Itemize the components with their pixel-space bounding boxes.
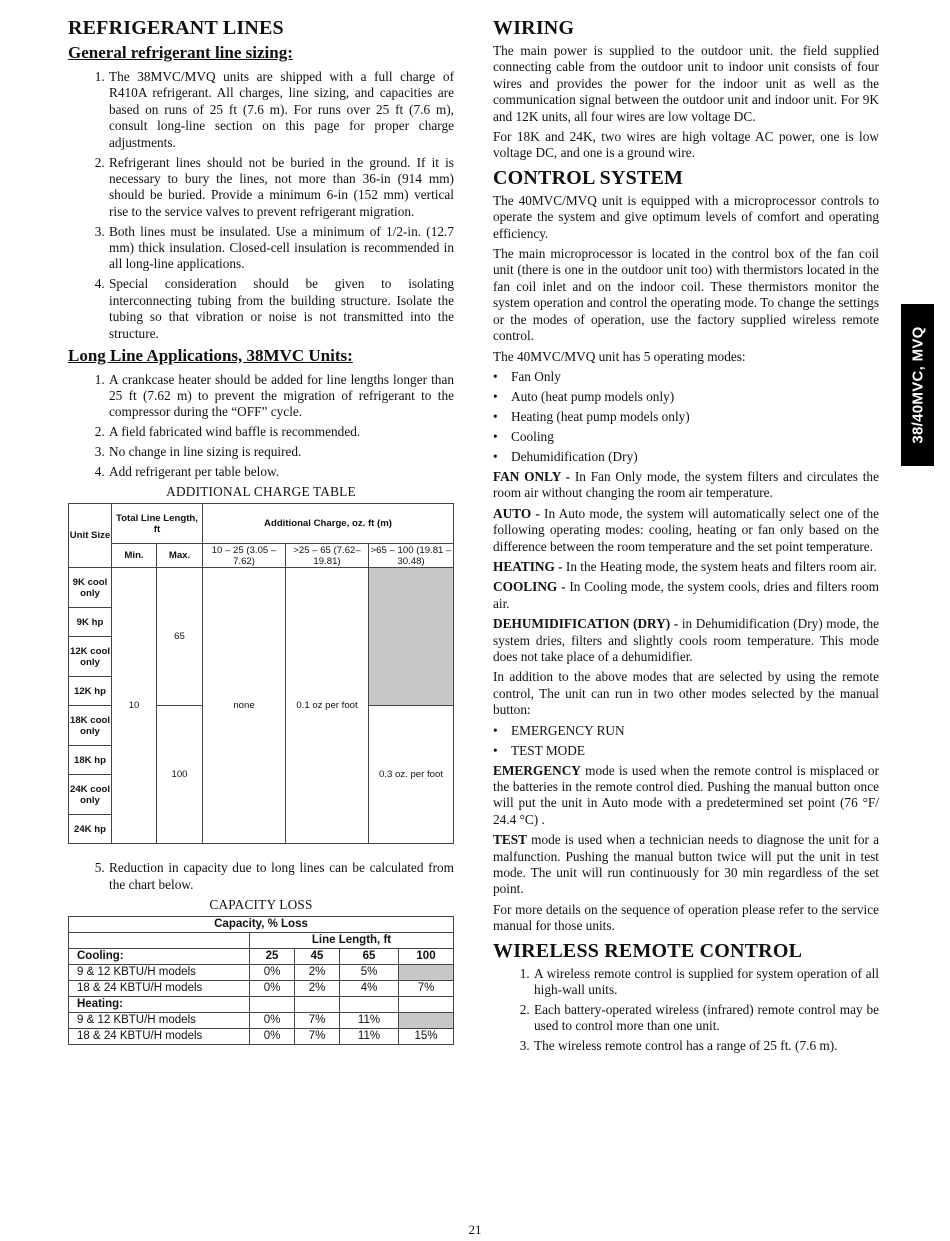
list-item bbox=[493, 723, 879, 739]
side-tab-label: 38/40MVC, MVQ bbox=[909, 326, 926, 444]
unit-cell: 12K cool only bbox=[69, 637, 112, 677]
bullet-icon: • bbox=[493, 722, 498, 738]
list-item: 2. A field fabricated wind baffle is recommended. bbox=[108, 424, 454, 440]
table-cell: 2% bbox=[295, 964, 340, 980]
unit-cell: 24K hp bbox=[69, 815, 112, 844]
range1-value-cell: none bbox=[203, 568, 286, 844]
remote-list bbox=[493, 966, 879, 1055]
list-item bbox=[493, 409, 879, 425]
bullet-icon: • bbox=[493, 742, 498, 758]
side-tab bbox=[901, 304, 934, 466]
unit-size-header: Unit Size bbox=[69, 504, 112, 568]
auto-paragraph: AUTO - In Auto mode, the system will automatically select one of the following operating modes: cooling, heating or fan only based on the difference between the room temperature and the set point temperature. bbox=[493, 505, 880, 554]
unit-cell: 9K cool only bbox=[69, 568, 112, 608]
table-row bbox=[69, 1012, 454, 1028]
mode-label: Dehumidification (Dry) bbox=[511, 448, 638, 464]
modes-list bbox=[493, 369, 879, 465]
table-cell: 15% bbox=[399, 1028, 454, 1044]
capacity-note-list bbox=[68, 860, 454, 893]
range3-header: >65 – 100 (19.81 –30.48) bbox=[369, 544, 454, 568]
list-item: 5. Reduction in capacity due to long lines can be calculated from the chart below. bbox=[108, 860, 454, 893]
list-item: 1. A wireless remote control is supplied for system operation of all high-wall units. bbox=[533, 966, 879, 999]
cooling-paragraph: COOLING - In Cooling mode, the system cools, dries and filters room air. bbox=[493, 579, 879, 611]
mode-label: TEST MODE bbox=[511, 742, 585, 758]
range3-value-cell: 0.3 oz. per foot bbox=[369, 706, 454, 844]
table-row bbox=[69, 980, 454, 996]
page-number: 21 bbox=[468, 1222, 482, 1237]
unit-cell: 12K hp bbox=[69, 677, 112, 706]
column-header: 100 bbox=[399, 948, 454, 964]
mode-label: Cooling bbox=[511, 428, 554, 444]
wiring-title: WIRING bbox=[493, 17, 575, 39]
other-modes-list bbox=[493, 723, 879, 759]
refrigerant-lines-title: REFRIGERANT LINES bbox=[68, 17, 284, 39]
list-item: 3. No change in line sizing is required. bbox=[108, 444, 454, 460]
general-sizing-heading: General refrigerant line sizing: bbox=[68, 43, 293, 62]
list-item: 2. Refrigerant lines should not be buried in the ground. If it is necessary to bury the lines, not more than 36-in (914 mm) should be buried. Provide a minimum 6-in (152 mm) vertical rise to the service valves to prevent refrigerant migration. bbox=[108, 155, 454, 221]
cooling-label: Cooling: bbox=[69, 948, 250, 964]
table-cell: 7% bbox=[399, 980, 454, 996]
other-modes-paragraph: In addition to the above modes that are selected by using the remote control, The unit can run in two other modes selected by the manual button: bbox=[493, 669, 879, 718]
bullet-icon: • bbox=[493, 408, 498, 424]
control-paragraph: The 40MVC/MVQ unit has 5 operating modes: bbox=[493, 348, 746, 364]
table-cell: 4% bbox=[340, 980, 399, 996]
bullet-icon: • bbox=[493, 428, 498, 444]
list-item bbox=[493, 389, 879, 405]
bullet-icon: • bbox=[493, 368, 498, 384]
table-cell: 11% bbox=[340, 1028, 399, 1044]
min-header: Min. bbox=[112, 544, 157, 568]
dehumidification-paragraph: DEHUMIDIFICATION (DRY) - in Dehumidification (Dry) mode, the system dries, filters and slightly cools room temperature. This mode does not take place of a dehumidifier. bbox=[493, 616, 880, 664]
table-row bbox=[69, 964, 454, 980]
table-cell: 5% bbox=[340, 964, 399, 980]
row-label: 9 & 12 KBTU/H models bbox=[69, 1012, 250, 1028]
shaded-cell bbox=[399, 1012, 454, 1028]
table-cell: 11% bbox=[340, 1012, 399, 1028]
additional-charge-header: Additional Charge, oz. ft (m) bbox=[203, 504, 454, 544]
list-item bbox=[493, 429, 879, 445]
bullet-icon: • bbox=[493, 448, 498, 464]
heating-paragraph: HEATING - In the Heating mode, the system heats and filters room air. bbox=[493, 558, 877, 574]
left-column bbox=[68, 16, 454, 1045]
mode-label: EMERGENCY RUN bbox=[511, 722, 625, 738]
unit-cell: 9K hp bbox=[69, 608, 112, 637]
control-paragraph: The 40MVC/MVQ unit is equipped with a microprocessor controls to operate the system and give optimum levels of comfort and operating efficiency. bbox=[493, 192, 879, 241]
capacity-loss-title: CAPACITY LOSS bbox=[209, 896, 313, 912]
column-header: 65 bbox=[340, 948, 399, 964]
list-item: 3. Both lines must be insulated. Use a minimum of 1/2-in. (12.7 mm) thick insulation. Closed-cell insulation is recommended in all long-line applications. bbox=[108, 224, 454, 273]
table-cell: 0% bbox=[250, 1028, 295, 1044]
details-paragraph: For more details on the sequence of operation please refer to the service manual for those units. bbox=[493, 901, 879, 934]
bullet-icon: • bbox=[493, 388, 498, 404]
mode-label: Heating (heat pump models only) bbox=[511, 408, 690, 424]
general-sizing-list bbox=[68, 69, 454, 342]
table-cell: 0% bbox=[250, 980, 295, 996]
list-item: 2. Each battery-operated wireless (infrared) remote control may be used to control more than one unit. bbox=[533, 1002, 879, 1035]
list-item bbox=[493, 369, 879, 385]
row-label: 9 & 12 KBTU/H models bbox=[69, 964, 250, 980]
heating-label: Heating: bbox=[69, 996, 250, 1012]
column-header: 45 bbox=[295, 948, 340, 964]
unit-cell: 18K hp bbox=[69, 746, 112, 775]
range1-header: 10 – 25 (3.05 – 7.62) bbox=[203, 544, 286, 568]
table-cell: 7% bbox=[295, 1028, 340, 1044]
table-cell: 7% bbox=[295, 1012, 340, 1028]
max-small-cell: 65 bbox=[157, 568, 203, 706]
unit-cell: 24K cool only bbox=[69, 775, 112, 815]
column-header: 25 bbox=[250, 948, 295, 964]
shaded-cell bbox=[369, 568, 454, 706]
long-line-heading: Long Line Applications, 38MVC Units: bbox=[68, 345, 353, 365]
list-item bbox=[493, 743, 879, 759]
test-paragraph: TEST mode is used when a technician needs to diagnose the unit for a malfunction. Pushing the manual button twice will put the unit in test mode. The unit will run continuously for 30 min regardless of the set point. bbox=[493, 832, 879, 897]
list-item: 4. Add refrigerant per table below. bbox=[108, 464, 454, 480]
unit-cell: 18K cool only bbox=[69, 706, 112, 746]
table-cell: 0% bbox=[250, 964, 295, 980]
shaded-cell bbox=[399, 964, 454, 980]
wiring-paragraph: The main power is supplied to the outdoor unit. the field supplied connecting cable from the outdoor unit to indoor unit consists of four wires and provides the power for the indoor unit as well as the communication signal between the outdoor unit and indoor unit. For 9K and 12K units, all four wires are low voltage DC. bbox=[493, 43, 879, 124]
fan-only-paragraph: FAN ONLY - In Fan Only mode, the system filters and circulates the room air without changing the room air temperature. bbox=[493, 468, 879, 501]
range2-value-cell: 0.1 oz per foot bbox=[286, 568, 369, 844]
wireless-remote-title: WIRELESS REMOTE CONTROL bbox=[493, 939, 803, 962]
row-label: 18 & 24 KBTU/H models bbox=[69, 1028, 250, 1044]
charge-table-title: ADDITIONAL CHARGE TABLE bbox=[166, 484, 356, 500]
list-item: 1. A crankcase heater should be added for line lengths longer than 25 ft (7.62 m) to prevent the migration of refrigerant to the compressor during the “OFF” cycle. bbox=[108, 372, 454, 421]
list-item bbox=[493, 449, 879, 465]
control-system-title: CONTROL SYSTEM bbox=[493, 166, 684, 189]
control-paragraph: The main microprocessor is located in the control box of the fan coil unit (there is one in the outdoor unit too) with thermistors located in the fan coil inlet and on the indoor coil. These thermistors monitor the system operation and control the operating mode. To change the settings or the modes of operation, use the factory supplied wireless remote control. bbox=[493, 246, 879, 344]
range2-header: >25 – 65 (7.62–19.81) bbox=[286, 544, 369, 568]
capacity-loss-table bbox=[68, 916, 454, 1045]
list-item: 1. The 38MVC/MVQ units are shipped with a full charge of R410A refrigerant. All charges, line sizing, and capacities are based on runs of 25 ft (7.6 m). For runs over 25 ft (7.6 m), consult long-line section on this page for proper charge adjustments. bbox=[108, 69, 454, 151]
max-header: Max. bbox=[157, 544, 203, 568]
row-label: 18 & 24 KBTU/H models bbox=[69, 980, 250, 996]
emergency-paragraph: EMERGENCY mode is used when the remote control is misplaced or the batteries in the remote control died. Pushing the manual button once will put the unit in Auto mode with a predetermined set point (76 °F/ 24.4 °C) . bbox=[493, 762, 879, 827]
list-item: 4. Special consideration should be given to isolating interconnecting tubing from the building structure. Isolate the tubing so that vibration or noise is not transmitted into the structure. bbox=[108, 276, 454, 342]
long-line-list bbox=[68, 372, 454, 481]
max-large-cell: 100 bbox=[157, 706, 203, 844]
total-line-length-header: Total Line Length, ft bbox=[112, 504, 203, 544]
mode-label: Auto (heat pump models only) bbox=[511, 388, 675, 404]
table-row bbox=[69, 1028, 454, 1044]
capacity-loss-header: Capacity, % Loss bbox=[69, 916, 454, 932]
additional-charge-table bbox=[68, 503, 454, 844]
table-cell: 2% bbox=[295, 980, 340, 996]
mode-label: Fan Only bbox=[511, 368, 561, 384]
wiring-paragraph: For 18K and 24K, two wires are high voltage AC power, one is low voltage DC, and one is a ground wire. bbox=[493, 129, 879, 161]
right-column bbox=[493, 16, 879, 1058]
min-value-cell: 10 bbox=[112, 568, 157, 844]
table-cell: 0% bbox=[250, 1012, 295, 1028]
list-item: 3. The wireless remote control has a range of 25 ft. (7.6 m). bbox=[533, 1038, 879, 1054]
line-length-header: Line Length, ft bbox=[250, 932, 454, 948]
